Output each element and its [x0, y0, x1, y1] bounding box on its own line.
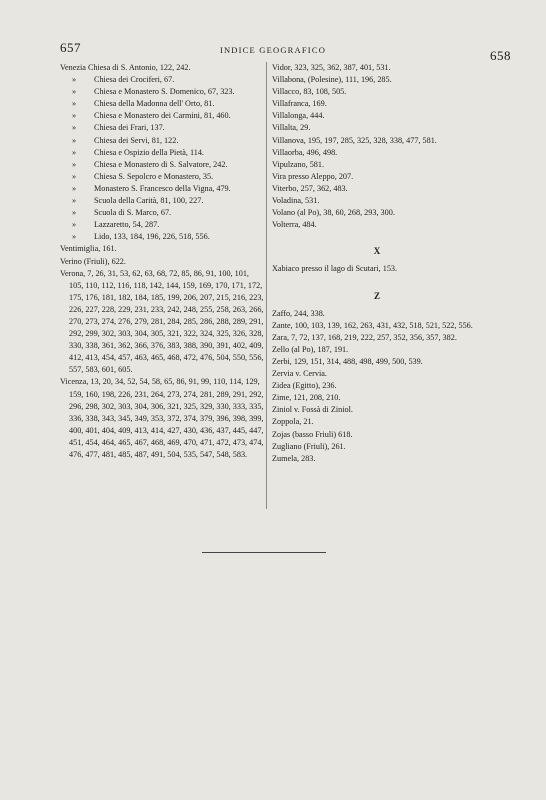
index-entry: Villanova, 195, 197, 285, 325, 328, 338, 477, 581.: [272, 135, 437, 145]
index-entry: Vira presso Aleppo, 207.: [272, 171, 354, 181]
sub-entry: [60, 171, 265, 183]
sub-entry-text: Chiesa dei Crociferi, 67.: [94, 75, 175, 85]
sub-entry-text: Chiesa S. Sepolcro e Monastero, 35.: [94, 171, 214, 181]
sub-entry-text: Scuola di S. Marco, 67.: [94, 208, 172, 218]
index-entry: Verino (Friuli), 622.: [60, 256, 126, 266]
index-entry: Volano (al Po), 38, 60, 268, 293, 300.: [272, 208, 395, 218]
end-rule: [202, 552, 326, 553]
index-entry: Ventimiglia, 161.: [60, 244, 117, 254]
ditto-mark: »: [72, 75, 77, 85]
index-entry: Zante, 100, 103, 139, 162, 263, 431, 432, 518, 521, 522, 556.: [272, 320, 473, 330]
sub-entry: [60, 147, 265, 159]
ditto-mark: »: [72, 111, 77, 121]
page-number-left: 657: [60, 40, 81, 55]
sub-entry-text: Chiesa e Monastero di S. Salvatore, 242.: [94, 159, 228, 169]
index-entry: Vipulzano, 581.: [272, 159, 325, 169]
ditto-mark: »: [72, 232, 77, 242]
page-number-right: 658: [490, 48, 511, 63]
sub-entry: [60, 195, 265, 207]
index-entry: Villaorba, 496, 498.: [272, 147, 338, 157]
left-column: [60, 62, 265, 461]
index-entry: Zidea (Egitto), 236.: [272, 381, 337, 391]
index-entry: Voladina, 531.: [272, 196, 320, 206]
sub-entry: [60, 159, 265, 171]
index-entry: Zojas (basso Friuli) 618.: [272, 429, 353, 439]
index-entry: Ziniol v. Fossà di Ziniol.: [272, 405, 353, 415]
ditto-mark: »: [72, 159, 77, 169]
index-entry: Vidor, 323, 325, 362, 387, 401, 531.: [272, 63, 391, 72]
ditto-mark: »: [72, 87, 77, 97]
sub-entry-text: Chiesa dei Frari, 137.: [94, 123, 165, 133]
sub-entry: [60, 74, 265, 86]
ditto-mark: »: [72, 208, 77, 218]
ditto-mark: »: [72, 220, 77, 230]
index-entry: Zervia v. Cervia.: [272, 369, 327, 379]
sub-entry-text: Chiesa dei Servi, 81, 122.: [94, 135, 179, 145]
ditto-mark: »: [72, 135, 77, 145]
index-entry: Zara, 7, 72, 137, 168, 219, 222, 257, 352, 356, 357, 382.: [272, 332, 457, 342]
index-entry: Verona, 7, 26, 31, 53, 62, 63, 68, 72, 85, 86, 91, 100, 101, 105, 110, 112, 116, 118, 142, 144, 159, 169, 170, 171, 172, 175, 176, 181, 182, 184, 185, 199, 206, 207, 215, 216, 223, 226, 227, 228, 229, 231, 233, 242, 248, 255, 258, 263, 266, 270, 273, 274, 276, 279, 281, 284, 285, 286, 288, 289, 291, 292, 299, 302, 303, 304, 305, 321, 322, 324, 325, 326, 328, 330, 338, 361, 362, 366, 376, 383, 388, 390, 391, 402, 409, 412, 413, 454, 457, 463, 465, 468, 472, 476, 504, 550, 556, 557, 583, 601, 605.: [60, 268, 264, 375]
sub-entry: [60, 135, 265, 147]
sub-entry: [60, 231, 265, 243]
running-header: INDICE GEOGRAFICO: [219, 45, 327, 55]
sub-entry: [60, 86, 265, 98]
ditto-mark: »: [72, 171, 77, 181]
sub-entry-text: Lazzaretto, 54, 287.: [94, 220, 160, 230]
sub-entry-text: Scuola della Carità, 81, 100, 227.: [94, 196, 204, 206]
index-entry: Zello (al Po), 187, 191.: [272, 344, 349, 354]
ditto-mark: »: [72, 196, 77, 206]
index-entry-venezia: Venezia Chiesa di S. Antonio, 122, 242.: [60, 63, 191, 72]
section-letter-z: Z: [373, 290, 380, 301]
sub-entry: [60, 219, 265, 231]
index-entry: Volterra, 484.: [272, 220, 317, 230]
index-entry: Zumela, 283.: [272, 453, 316, 463]
sub-entry-text: Monastero S. Francesco della Vigna, 479.: [94, 183, 231, 193]
ditto-mark: »: [72, 123, 77, 133]
index-entry: Zaffo, 244, 338.: [272, 308, 325, 318]
index-entry: Zugliano (Friuli), 261.: [272, 441, 346, 451]
index-entry: Zoppola, 21.: [272, 417, 314, 427]
sub-entry-text: Lido, 133, 184, 196, 226, 518, 556.: [94, 232, 210, 242]
ditto-mark: »: [72, 147, 77, 157]
section-letter-x: X: [373, 246, 381, 257]
column-divider: [266, 62, 267, 509]
index-entry: Villafranca, 169.: [272, 99, 327, 109]
sub-entry: [60, 122, 265, 134]
index-entry: Vicenza, 13, 20, 34, 52, 54, 58, 65, 86, 91, 99, 110, 114, 129, 159, 160, 198, 226, 231, 264, 273, 274, 281, 289, 291, 292, 296, 298, 302, 303, 304, 306, 321, 325, 329, 330, 333, 335, 336, 338, 343, 345, 349, 353, 372, 374, 379, 396, 398, 399, 400, 401, 404, 409, 413, 414, 427, 430, 436, 437, 445, 447, 451, 454, 464, 465, 467, 468, 469, 470, 471, 472, 473, 474, 476, 477, 481, 485, 487, 491, 504, 535, 547, 548, 583.: [60, 377, 264, 459]
sub-entry: [60, 110, 265, 122]
index-entry: Villalonga, 444.: [272, 111, 325, 121]
sub-entry: [60, 207, 265, 219]
sub-entry-text: Chiesa e Monastero S. Domenico, 67, 323.: [94, 87, 235, 97]
sub-entry-text: Chiesa della Madonna dell' Orto, 81.: [94, 99, 215, 109]
right-column: [272, 62, 482, 465]
index-entry: Zerbi, 129, 151, 314, 488, 498, 499, 500, 539.: [272, 356, 423, 366]
index-entry: Villabona, (Polesine), 111, 196, 285.: [272, 75, 392, 85]
index-entry: Viterbo, 257, 362, 483.: [272, 183, 348, 193]
index-entry: Villacco, 83, 108, 505.: [272, 87, 347, 97]
sub-entry-text: Chiesa e Ospizio della Pietà, 114.: [94, 147, 204, 157]
ditto-mark: »: [72, 183, 77, 193]
sub-entry: [60, 183, 265, 195]
ditto-mark: »: [72, 99, 77, 109]
sub-entry-text: Chiesa e Monastero dei Carmini, 81, 460.: [94, 111, 231, 121]
index-entry: Xabiaco presso il lago di Scutari, 153.: [272, 264, 398, 274]
index-entry: Villalta, 29.: [272, 123, 311, 133]
sub-entry: [60, 98, 265, 110]
index-entry: Zime, 121, 208, 210.: [272, 393, 341, 403]
